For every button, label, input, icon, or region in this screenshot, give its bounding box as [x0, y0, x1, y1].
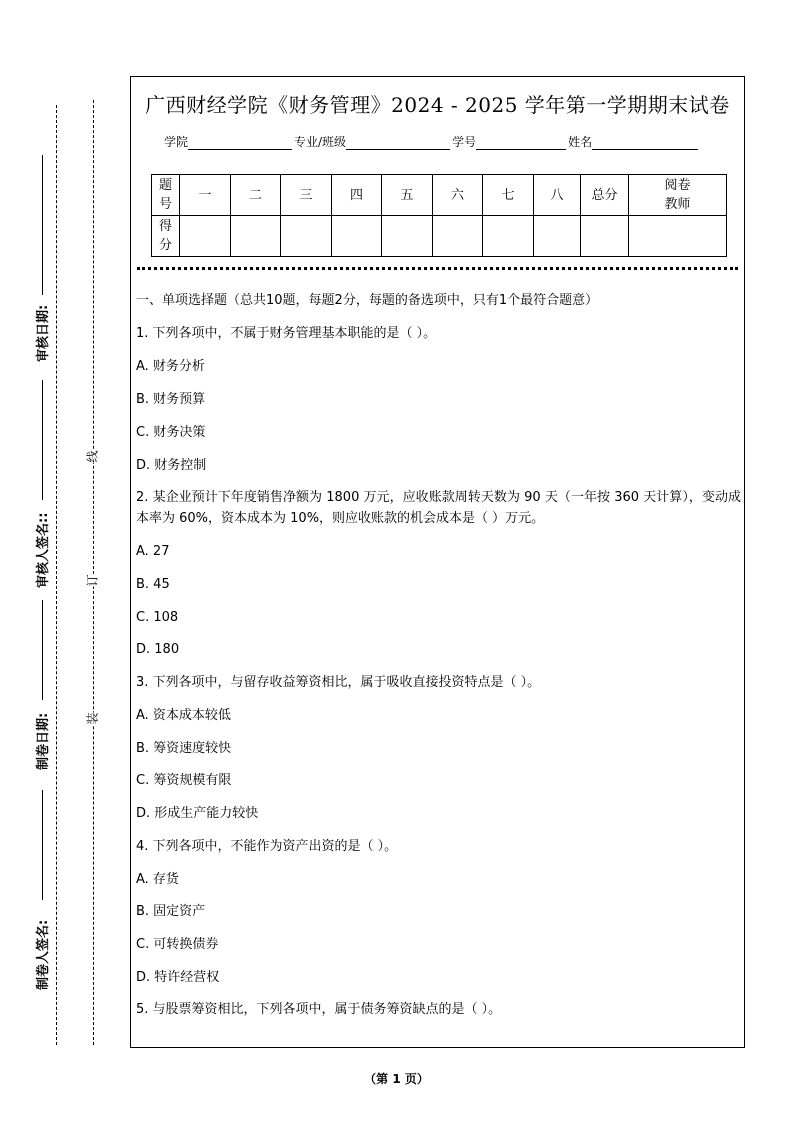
score-cell[interactable] [534, 216, 581, 257]
inner-dashed-line [93, 100, 94, 1045]
q3-stem: 3. 下列各项中，与留存收益筹资相比，属于吸收直接投资特点是（ ）。 [136, 675, 541, 690]
field-college-label: 学院 [164, 135, 189, 149]
q2-option-b: B. 45 [136, 577, 170, 592]
preparer-signature-label: 制卷人签名: [36, 919, 51, 990]
q4-option-d: D. 特许经营权 [136, 970, 220, 985]
q2-stem: 2. 某企业预计下年度销售净额为 1800 万元，应收账款周转天数为 90 天（一年按 360 天计算），变动成本率为 60%，资本成本为 10%，则应收账款的机会成本是（ ）万元。 [136, 490, 741, 526]
exam-frame [130, 76, 745, 1048]
student-info-row [164, 133, 700, 150]
field-major-label: 专业/班级 [294, 135, 347, 149]
exam-date-label: 制卷日期: [36, 712, 51, 770]
q1-stem: 1. 下列各项中，不属于财务管理基本职能的是（ ）。 [136, 326, 437, 341]
page-number: （第 1 页） [364, 1072, 429, 1086]
header-cell-grader: 阅卷教师 [629, 175, 727, 216]
q1-option-a: A. 财务分析 [136, 359, 205, 374]
score-cell[interactable] [581, 216, 629, 257]
header-cell-6: 六 [433, 175, 483, 216]
reviewer-signature-label: 审核人签名:: [36, 512, 51, 588]
q4-option-a: A. 存货 [136, 872, 179, 887]
q2-option-d: D. 180 [136, 642, 180, 657]
score-cell[interactable] [281, 216, 332, 257]
score-cell[interactable] [332, 216, 382, 257]
field-college-blank[interactable] [188, 135, 292, 150]
q1-option-d: D. 财务控制 [136, 458, 207, 473]
q4-option-c: C. 可转换债券 [136, 937, 219, 952]
q4-stem: 4. 下列各项中，不能作为资产出资的是（ ）。 [136, 839, 398, 854]
q1-option-b: B. 财务预算 [136, 392, 206, 407]
dotted-separator [137, 267, 738, 270]
exam-title: 广西财经学院《财务管理》2024 - 2025 学年第一学期期末试卷 [145, 93, 730, 117]
binding-mark-ding: 订 [85, 574, 100, 587]
header-cell-4: 四 [332, 175, 382, 216]
q3-option-d: D. 形成生产能力较快 [136, 806, 259, 821]
score-table [151, 174, 727, 257]
score-cell[interactable] [629, 216, 727, 257]
q3-option-b: B. 筹资速度较快 [136, 741, 232, 756]
score-cell[interactable] [231, 216, 281, 257]
binding-mark-zhuang: 装 [85, 712, 100, 725]
q3-option-c: C. 筹资规模有限 [136, 773, 232, 788]
score-cell[interactable] [382, 216, 433, 257]
q1-option-c: C. 财务决策 [136, 425, 206, 440]
score-cell[interactable] [483, 216, 534, 257]
q3-option-a: A. 资本成本较低 [136, 708, 231, 723]
score-row-label: 得分 [152, 216, 180, 257]
review-date-label: 审核日期: [36, 304, 51, 362]
field-name-label: 姓名 [568, 135, 593, 149]
score-table-score-row [152, 216, 727, 257]
field-id-label: 学号 [452, 135, 477, 149]
binding-mark-xian: 线 [85, 450, 100, 463]
score-cell[interactable] [433, 216, 483, 257]
q2-option-a: A. 27 [136, 544, 170, 559]
section-heading: 一、单项选择题（总共10题，每题2分，每题的备选项中，只有1个最符合题意） [136, 293, 599, 308]
q5-stem: 5. 与股票筹资相比，下列各项中，属于债务筹资缺点的是（ ）。 [136, 1002, 502, 1017]
header-cell-7: 七 [483, 175, 534, 216]
header-cell-3: 三 [281, 175, 332, 216]
score-table-header-row [152, 175, 727, 216]
header-cell-2: 二 [231, 175, 281, 216]
outer-dashed-line [56, 105, 57, 1045]
header-cell-1: 一 [180, 175, 231, 216]
review-date-line [42, 155, 43, 295]
header-cell-5: 五 [382, 175, 433, 216]
field-id-blank[interactable] [476, 135, 566, 150]
field-name-blank[interactable] [592, 135, 698, 150]
q4-option-b: B. 固定资产 [136, 904, 206, 919]
header-cell-tihao: 题号 [152, 175, 180, 216]
header-cell-total: 总分 [581, 175, 629, 216]
preparer-signature-line [42, 790, 43, 900]
exam-date-line [42, 600, 43, 700]
field-major-blank[interactable] [346, 135, 450, 150]
header-cell-8: 八 [534, 175, 581, 216]
q2-option-c: C. 108 [136, 610, 179, 625]
reviewer-signature-line [42, 380, 43, 500]
score-cell[interactable] [180, 216, 231, 257]
